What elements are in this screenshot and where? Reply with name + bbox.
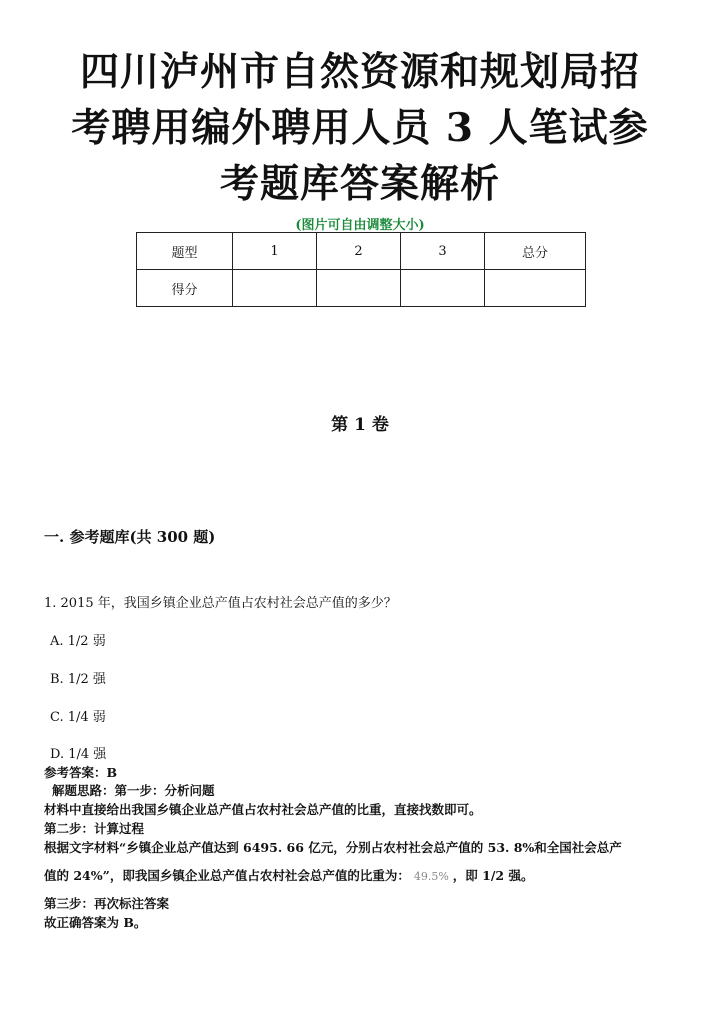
solution-line-3-text: 值的 24%”，即我国乡镇企业总产值占农村社会总产值的比重为： — [44, 868, 410, 883]
score-cell-1[interactable] — [233, 270, 317, 307]
score-cell-2[interactable] — [317, 270, 401, 307]
step-3-heading: 第三步：再次标注答案 — [44, 896, 170, 911]
section-title: 一. 参考题库(共 300 题) — [44, 528, 216, 546]
solution-line-3 — [44, 866, 684, 884]
header-cell-1: 1 — [233, 233, 317, 270]
score-cell-total[interactable] — [485, 270, 586, 307]
option-b: B. 1/2 强 — [50, 672, 106, 687]
option-c: C. 1/4 弱 — [50, 710, 106, 725]
header-cell-type: 题型 — [137, 233, 233, 270]
title-line-2: 考聘用编外聘用人员 3 人笔试参 — [71, 105, 649, 151]
score-table — [136, 232, 586, 307]
solution-line-3-tail: ，即 1/2 强。 — [452, 868, 534, 883]
score-table-score-row — [137, 270, 586, 307]
final-answer: 故正确答案为 B。 — [44, 915, 147, 930]
volume-heading: 第 1 卷 — [331, 415, 389, 435]
title-line-1: 四川泸州市自然资源和规划局招 — [79, 49, 640, 95]
score-cell-3[interactable] — [401, 270, 485, 307]
reference-answer: 参考答案：B — [44, 765, 118, 780]
solution-line-2: 根据文字材料“乡镇企业总产值达到 6495. 66 亿元，分别占农村社会总产值的 53. 8%和全国社会总产 — [44, 840, 622, 855]
header-cell-3: 3 — [401, 233, 485, 270]
title-line-3: 考题库答案解析 — [219, 161, 500, 207]
score-row-label: 得分 — [137, 270, 233, 307]
formula-image: 49.5% — [413, 870, 449, 883]
image-resize-note: (图片可自由调整大小) — [295, 218, 425, 233]
solution-line-1: 材料中直接给出我国乡镇企业总产值占农村社会总产值的比重，直接找数即可。 — [44, 802, 482, 817]
header-cell-total: 总分 — [485, 233, 586, 270]
score-table-header-row — [137, 233, 586, 270]
step-2-heading: 第二步：计算过程 — [44, 821, 145, 836]
option-a: A. 1/2 弱 — [50, 634, 106, 649]
question-text: 1. 2015 年，我国乡镇企业总产值占农村社会总产值的多少？ — [44, 596, 397, 611]
solution-idea: 解题思路：第一步：分析问题 — [52, 783, 215, 798]
document-title — [40, 44, 680, 212]
option-d: D. 1/4 强 — [50, 747, 107, 762]
header-cell-2: 2 — [317, 233, 401, 270]
